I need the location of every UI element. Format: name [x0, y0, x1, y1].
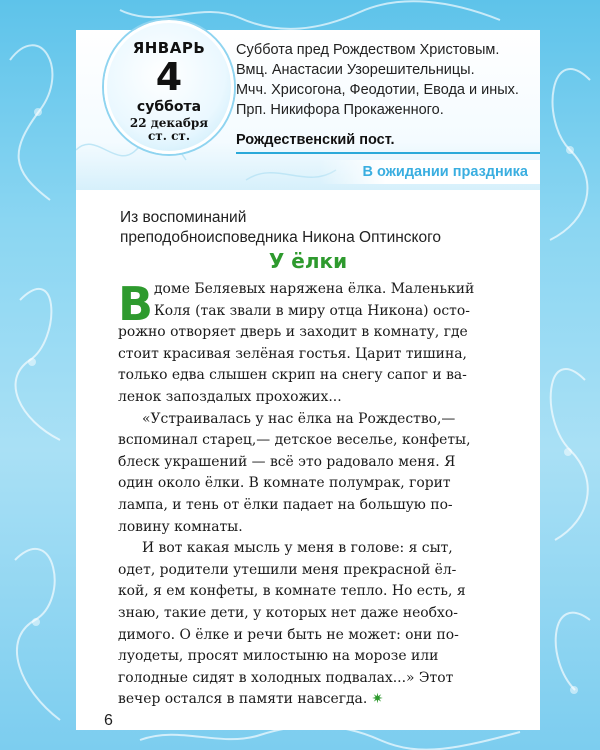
text-line: только едва слышен скрип на снегу сапог и ва-: [118, 367, 467, 384]
text-line: знаю, такие дети, у которых нет даже необхо-: [118, 604, 458, 621]
saints-line: Суббота пред Рождеством Христовым.: [236, 42, 500, 58]
date-badge: [104, 20, 234, 154]
text-line: вспоминал старец,— детское веселье, конфеты,: [118, 432, 471, 449]
text-line: доме Беляевых наряжена ёлка. Маленький: [154, 281, 475, 297]
saints-line: Вмц. Анастасии Узорешительницы.: [236, 62, 475, 78]
old-style-date: 22 декабря ст. ст.: [129, 116, 209, 143]
text-line: блеск украшений — всё это радовало меня. Я: [118, 453, 456, 470]
saints-line: Прп. Никифора Прокаженного.: [236, 102, 444, 118]
source-attribution: Из воспоминаний преподобноисповедника Никона Оптинского: [120, 209, 442, 246]
fast-note: Рождественский пост.: [236, 132, 395, 148]
section-label: [320, 160, 540, 184]
text-line: одет, родители утешили меня прекрасной ёл-: [118, 561, 457, 578]
header-divider: [236, 152, 540, 154]
month-label: ЯНВАРЬ: [132, 39, 206, 57]
text-line: луодеты, просят милостыню на морозе или: [118, 648, 439, 665]
text-line: И вот какая мысль у меня в голове: я сыт,: [142, 540, 453, 557]
section-label-text: В ожидании праздника: [362, 164, 528, 180]
drop-cap: В: [118, 277, 154, 331]
text-line: стоит красивая зелёная гостья. Царит тишина,: [118, 345, 467, 362]
text-line: ленок запоздалых прохожих...: [118, 388, 342, 405]
text-line: Коля (так звали в миру отца Никона) осто-: [154, 302, 470, 319]
text-line: вечер остался в памяти навсегда. ✷: [118, 691, 384, 708]
text-line: рожно отворяет дверь и заходит в комнату, где: [118, 324, 468, 341]
saints-list: [236, 40, 536, 120]
end-star-icon: ✷: [371, 691, 384, 708]
day-number: 4: [155, 55, 183, 99]
text-line: димого. О ёлке и речи быть не может: они по-: [118, 626, 459, 643]
saints-line: Мчч. Хрисогона, Феодотии, Евода и иных.: [236, 82, 519, 98]
page-number: 6: [104, 712, 113, 729]
story-title: У ёлки: [268, 249, 348, 273]
text-line: лампа, и тень от ёлки падает на большую по-: [118, 496, 453, 513]
text-line: голодные сидят в холодных подвалах...» Этот: [118, 669, 454, 686]
text-line: ловину комнаты.: [118, 518, 243, 535]
text-line: кой, я ем конфеты, в комнате тепло. Но есть, я: [118, 583, 466, 600]
text-line: один около ёлки. В комнате полумрак, горит: [118, 475, 451, 492]
story-text: [118, 279, 500, 711]
weekday-label: суббота: [136, 99, 202, 115]
text-line: «Устраивалась у нас ёлка на Рождество,—: [142, 410, 456, 427]
